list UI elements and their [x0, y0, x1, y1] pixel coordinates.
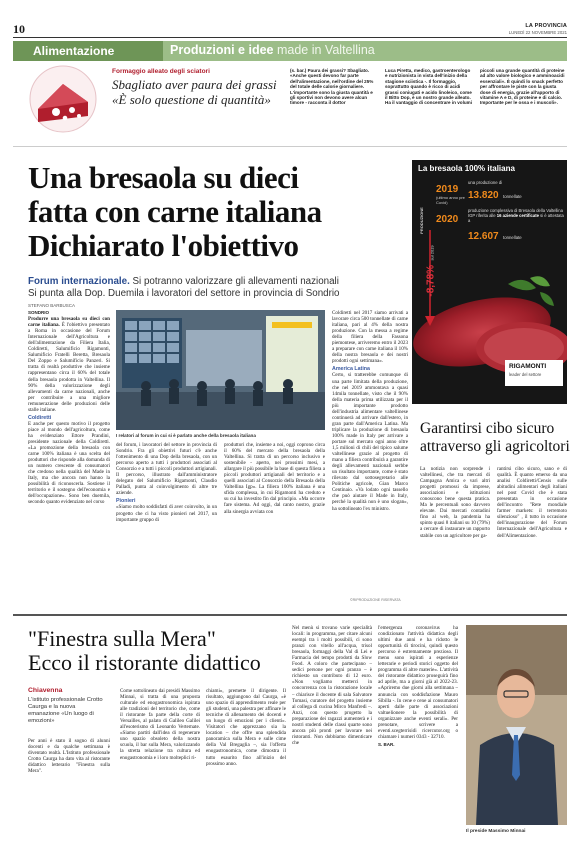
main-headline-3: Dichiarato l'obiettivo — [28, 228, 299, 263]
principal-photo-caption: Il preside Massimo Minnai — [466, 829, 526, 834]
infographic-title: La bresaola 100% italiana — [418, 164, 515, 173]
section-title: Alimentazione — [33, 44, 115, 58]
dateline: SONDRIO — [28, 310, 50, 315]
section-tagline-rest: made in Valtellina — [276, 43, 375, 57]
year-2020: 2020 — [436, 214, 459, 225]
main-lead: Produrre una bresaola su dieci con carne italiana. — [28, 316, 110, 329]
side-headline-2: attraverso gli agricoltori — [420, 438, 570, 455]
brand-note: leader del settore — [509, 372, 542, 377]
bottom-col-1 — [28, 738, 110, 838]
bottom-signature: S. BAR. — [378, 741, 395, 747]
bottom-col-4: Nel menù si trovano varie specialità locali: in programma, per citare alcuni esempi tra i molti possibili, ci sono pranzi con vitello all'acqua, trisol bresaola, formaggi della Val di Lei e Farmacia del tempo prodotti da Slow Food. A coloro che partecipano – sedici persone per ogni pranzo – è richiesto un contributo di 12 euro. «Non vogliamo metterci in concorrenza con la ristorazione locale – chiarisce il docente di sala Salvatore Tomasi, curatore del progetto insieme al collega di cucina Mirco Manfredi –. Anzi, con questo progetto la preparazione dei ragazzi aumenterà e i nostri studenti delle classi quarte sono ancora più pronti per lavorare nei ristoranti. Non dobbiamo dimenticare che — [292, 625, 372, 746]
bottom-col-5 — [378, 625, 458, 838]
bottom-headline-1: "Finestra sulla Mera" — [28, 626, 216, 651]
year-2019-value — [468, 185, 522, 203]
year-2020-text — [468, 209, 564, 224]
side-col-1: La notizia non sorprende i valtellinesi, che tra mercati di Campagna Amica e vari altri progetti promossi da imprese, associazioni e istituzioni conoscono bene questa pratica. Ma le percentuali sono davvero elevate. Dai mercati contadini fino al web, la pandemia ha spinto quasi 8 italiani su 10 (79%) a cercare di instaurare un rapporto stabile con un agricoltore per ga- — [420, 466, 490, 539]
teaser-col-3: piccoli una grande quantità di proteine ad alto valore biologico e amminoacidi essenziali». È quindi lo snack perfetto per affrontare le piste con la giusta dose di energia, grazie all'apporto di vitamine A e D, di proteine e di calcio. Importante per le ossa e i muscoli». — [480, 68, 565, 106]
brand-box — [505, 360, 563, 386]
cheese-illustration — [28, 64, 98, 134]
main-subheadline — [28, 276, 398, 300]
year-2019-note: (ultimo anno pre Covid) — [436, 195, 465, 205]
main-sub-rest: Si potranno valorizzare gli allevamenti nazionali — [129, 276, 339, 287]
side-col-2: rantirsi cibo sicuro, sano e di qualità. È quanto emerso da una analisi Coldiretti/Censis sulle abitudini alimentari degli italiani nel post Covid che è stata presentata in occasione dell'incontro "Rete mondiale farmer markets: il terremoto silenzioso" , il tutto in occasione dell'inaugurazione del Forum Internazionale dell'Agricoltura e dell'Alimentazione. — [497, 466, 567, 539]
bottom-col5-body: l'emergenza coronavirus ha condizionato l'attività didattica degli ultimi due anni e ha ridotto le opportunità di tirocini, quindi questo percorso è estremamente prezioso. Il menu sono ispirati a esperienze letterarie e periodi storici oggetto del programma di altre materie». L'attività del ristorante didattico proseguirà fino ad aprile, ma a giorni già al 2022-23. «Apriremo due giorni alla settimana – annuncia con soddisfazione Mauro Sibilla -. In cene e cene ai consumatori aperti dalle parte di associazioni valtuelionere la possibilità di organizzare anche eventi serali». Per prenotare, scrivere a eventi.scegterrisidi ricercutor.org o chiamare i numeri 0343 - 32710. — [378, 625, 458, 740]
year-2020-number: 12.607 — [468, 231, 499, 242]
main-col-3 — [224, 442, 325, 597]
copyright: ©RIPRODUZIONE RISERVATA — [350, 598, 401, 602]
side-headline-1: Garantirsi cibo sicuro — [420, 420, 555, 437]
main-col2-body: del forum, i lavoratori del settore in provincia di Sondrio. Fra gli obiettivi futuri c'è anche l'ottenimento di una Dop della bresaola, con un percorso aperto a tutti i produttori associati al Consorzio e a tutti i piccoli produttori artigianali. Il percorso, illustrato dall'amministratore delegato del Salumificio Rigamonti, Claudio Palladi, punta al coinvolgimento di altre tre aziende. — [116, 442, 217, 497]
year-2019-number: 13.820 — [468, 190, 499, 201]
year-2020-text-c: si è attestata a — [468, 212, 564, 223]
main-col-4 — [332, 310, 408, 595]
teaser-title-2: «È solo questione di quantità» — [112, 92, 271, 107]
year-2020-unit: tonnellate — [503, 235, 522, 240]
teaser-title-1: Sbagliato aver paura dei grassi — [112, 77, 277, 92]
year-2020-text-a: produzione complessiva di Bresaola della Valtellina IGP riferita alle — [468, 208, 563, 218]
bottom-col-2: Come sottolineato dai presidi Massimo Minnai, si tratta di una proposta culturale ed enogastronomica ispirata alle tradizioni del territorio che, come il ristorante fa parte della corte di Versailles, al palato di Galileo Galilei all'esoterismo di Leonardo Vertemate. «Siamo partiti dall'idea di regenerare uno spazio obsoleto della nostra scuola, il bar sulla Mera, valorizzando la stretta relazione tra cultura ed enogastronomia e i loro molteplici ri- — [120, 688, 200, 761]
main-col1-body2: E anche per questo motivo il progetto piace al mondo dell'agricoltura, come ha evidenziato Ettore Prandini, presidente nazionale della Coldiretti. «La promozione della bresaola con carne 100% italiana è una scelta del produttori che risponde alla domanda di un numero crescente di consumatori che credono nella qualità del Made in Italy, ma che ancora non hanno la possibilità di riconoscerla. Sostiene il territorio e il sostegno dell'economia e dell'occupazione». Sono ben duemila, secondo quanto evidenziato nel corso — [28, 420, 110, 506]
bottom-col-3: chiami», premette il dirigente. Il risultato, aggiungono dal Caurga, «è uno spazio di apprendimento reale per gli studenti, una palestra per affinare le tecniche di allenamento dei docenti e un luogo di emozioni per i clienti». Visitatori che apprezzano sia la location – che offre una splendida panoramica sulla Mera e sulle cime della Val Bregaglia –, sia l'offerta enogastronomica, come dimostra il tutto esaurito fino all'inizio del prossimo anno. — [206, 688, 286, 767]
main-headline-1: Una bresaola su dieci — [28, 160, 299, 195]
pct-value: -8,78% — [425, 264, 437, 297]
produzione-label: PRODUZIONE — [418, 207, 424, 234]
bottom-col1-body: Per anni è stato il sogno di alunni docenti e da qualche settimana è diventato realtà. L'Istituto professionale Crotto Caurga ha dato vita al ristorante didattico letterario "Finestra sulla Mera". — [28, 738, 110, 775]
header-rule — [13, 37, 567, 38]
year-2019-unit: tonnellate — [503, 194, 522, 199]
byline: STEFANO BARBUSCA — [28, 303, 76, 308]
section-divider — [13, 614, 567, 616]
year-2020-text-b: 16 aziende certificate — [496, 212, 539, 218]
bottom-headline-2: Ecco il ristorante didattico — [28, 650, 261, 675]
main-sub-line2: Si punta alla Dop. Duemila i lavoratori del settore in provincia di Sondrio — [28, 288, 340, 299]
pct-note: sul 2019 — [429, 245, 435, 261]
main-col-1 — [28, 310, 110, 596]
teaser-kicker: Formaggio alleato degli sciatori — [112, 68, 210, 75]
bottom-summary: L'istituto professionale Crotto Caurga e la nuova emanazione «Un luogo di emozioni» — [28, 697, 103, 724]
main-col1-body: È l'obiettivo presentato a Roma in occasione del Forum Internazionale dell'Agricoltura e dell'alimentazione da Filiera Italia, Coldiretti, Salumificio Rigamonti, Salumificio Fratelli Beretta, Bresaola Del Zoppo e Salumificio Panzeri. Si tratta di realtà produttive che insieme rappresentano circa il 60% del totale della bresaola prodotta in Valtellina. Il 90% della valorizzazione degli allevamenti da carne nazionali, anche per contribuire a una migliore remunerazione delle produzioni delle stalle italiane. — [28, 322, 110, 413]
teaser-col-1: (s. bar.) Paura dei grassi? Sbagliato. «Anche questi devono far parte dell'alimentazione, nell'ordine del 25% del totale delle calorie giornaliere. L'importante sono la giusta quantità e gli sportivi non devono avere alcun timore - racconta il dottor — [290, 68, 374, 106]
year-2019: 2019 — [436, 184, 459, 195]
section-tagline-bold: Produzioni e idee — [170, 43, 274, 57]
year-2019-text: una produzione di — [468, 180, 503, 185]
principal-photo — [466, 625, 567, 825]
teaser-col-2: Luca Piretta, medico, gastroenterologo e nutrizionista in vista dell'inizio della stagione sciistica -. Il formaggio, soprattutto quando è ricco di acidi grassi coniugati e acido linoleico, come il Bitto Dop, è un nostro grande alleato. Ha il vantaggio di concentrare in volumi — [385, 68, 473, 106]
section-label — [13, 41, 163, 61]
main-col4-body: Coldiretti nel 2017 siamo arrivati a lavorare circa 500 tonnellate di carne italiana, pari al 4% della nostra produzione. Con la messa a regime della filiera della Fassona piemontese, arriveremo entro il 2023 a preparare con carne italiana il 10% della nostra bresaola e dei nostri prodotti ogni settimana». — [332, 310, 408, 365]
bottom-place: Chiavenna — [28, 687, 63, 694]
main-col4-body2: Certo, si tratterebbe comunque di una parte limitata della produzione, che nel 2019 ammontava a quasi 14mila tonnellate, visto che il 90% della materia prima utilizzata per il più importante prodotto dell'industria alimentare valtellinese continuerà ad arrivare dall'estero, in gran parte dall'America Latina. Ma triplicare la produzione di bresaola 100% made in Italy per arrivare a portare sul mercato ogni anno oltre 1,5 milioni di chili del tipico salume valtellinese grazie al progetto di mano a filiera contribuirà a garantire degli allevamenti nazionali serbbe un risultato importante, come è stato rilevato dal sottosegretario alle Politiche agricole, Gian Marco Centinaio. «Va lodato ogni tassello che può aiutare il Made in Italy, perché la qualità non è uno slogan», ha sottolineato l'ex ministro. — [332, 372, 408, 512]
main-col4-subhead: America Latina — [332, 366, 370, 373]
brand-name: RIGAMONTI — [509, 363, 547, 370]
main-col-2 — [116, 442, 217, 597]
year-2020-value — [468, 226, 522, 244]
main-col3-body: produttori che, insieme a noi, oggi coprono circa il 60% del mercato della bresaola della Valtellina. Si tratta di un percorso inclusivo e sostenibile - aperto, nei prossimi mesi, a allargare il più possibile la base di questa filiera a piccoli produttori artigianali del territorio e a quelli associati al Consorzio della Bresaola della Valtellina Igp». La filiera 100% italiana è una sfida complessa, in cui Rigamonti ha creduto e su cui ha investito fin dal principio. «Ma occorre fare sistema. Ad oggi, dal canto nostro, grazie alla sinergia avviata con — [224, 442, 325, 515]
teaser-rule — [13, 146, 567, 147]
main-col2-body2: «Siamo molto soddisfatti di aver coinvolto, in un progetto che ci ha visto pionieri nel 2017, un importante gruppo di — [116, 504, 217, 523]
infographic — [412, 160, 567, 404]
section-tagline — [170, 43, 375, 57]
main-sub-bold: Forum internazionale. — [28, 276, 130, 287]
main-col1-subhead: Coldiretti — [28, 414, 52, 421]
issue-date: LUNEDÌ 22 NOVEMBRE 2021 — [508, 30, 567, 35]
forum-photo-caption: I relatori al forum in cui si è parlato anche della bresaola italiana — [116, 433, 256, 438]
main-col2-subhead: Pionieri — [116, 498, 136, 505]
pct-change — [421, 245, 439, 296]
main-headline-2: fatta con carne italiana — [28, 194, 322, 229]
forum-photo — [116, 310, 325, 430]
newspaper-name: LA PROVINCIA — [525, 23, 567, 29]
page-number: 10 — [13, 22, 25, 36]
